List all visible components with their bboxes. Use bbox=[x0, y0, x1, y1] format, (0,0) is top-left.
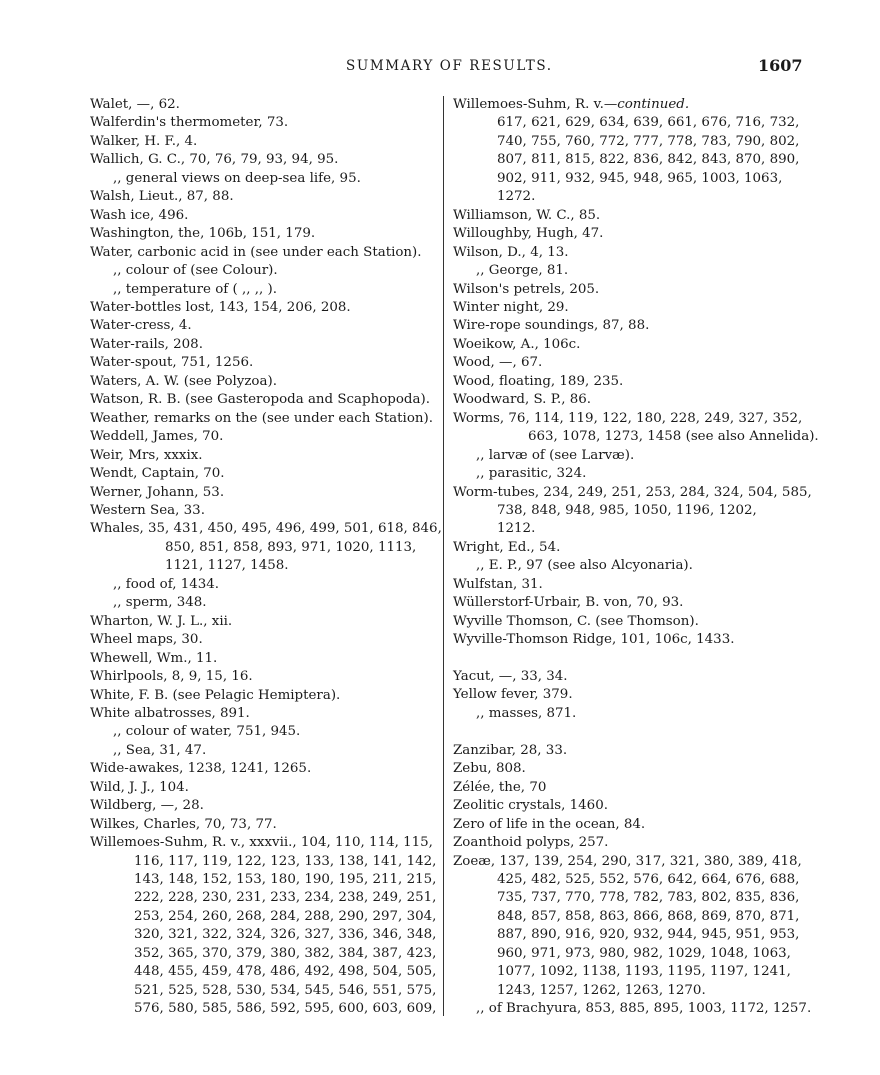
index-subentry: ,, colour of (see Colour). bbox=[113, 263, 278, 279]
index-continuation: 253, 254, 260, 268, 284, 288, 290, 297, 304, bbox=[134, 908, 437, 924]
index-continuation: 740, 755, 760, 772, 777, 778, 783, 790, 802, bbox=[497, 133, 800, 149]
index-entry: Zero of life in the ocean, 84. bbox=[453, 816, 646, 832]
index-entry: Water-spout, 751, 1256. bbox=[90, 355, 254, 371]
index-continuation: 425, 482, 525, 552, 576, 642, 664, 676, 688, bbox=[497, 872, 800, 887]
index-entry: White, F. B. (see Pelagic Hemiptera). bbox=[90, 687, 341, 703]
index-entry-continued-heading bbox=[453, 96, 813, 114]
index-continuation: 352, 365, 370, 379, 380, 382, 384, 387, 423, bbox=[134, 945, 437, 961]
index-entry: Worm-tubes, 234, 249, 251, 253, 284, 324, 504, 585, bbox=[453, 484, 812, 500]
index-entry: Water-bottles lost, 143, 154, 206, 208. bbox=[90, 299, 351, 315]
page-header bbox=[0, 56, 880, 80]
index-continuation: 222, 228, 230, 231, 233, 234, 238, 249, 251, bbox=[134, 890, 437, 906]
index-entry: Wide-awakes, 1238, 1241, 1265. bbox=[90, 761, 312, 777]
index-entry: Zanzibar, 28, 33. bbox=[453, 742, 568, 758]
index-entry: Water, carbonic acid in (see under each Station). bbox=[90, 244, 422, 260]
index-subentry: ,, masses, 871. bbox=[476, 705, 577, 721]
index-entry: Woodward, S. P., 86. bbox=[453, 392, 592, 408]
index-continuation: 848, 857, 858, 863, 866, 868, 869, 870, 871, bbox=[497, 908, 800, 924]
index-entry: White albatrosses, 891. bbox=[90, 705, 250, 721]
index-continuation: 1272. bbox=[497, 189, 536, 205]
index-entry: Walet, —, 62. bbox=[90, 97, 180, 112]
entry-name: Willemoes-Suhm, R. v.— bbox=[453, 97, 618, 112]
index-entry: Winter night, 29. bbox=[453, 299, 569, 315]
index-entry: Weddell, James, 70. bbox=[90, 429, 224, 445]
running-title: SUMMARY OF RESULTS. bbox=[346, 58, 553, 74]
index-subentry: ,, E. P., 97 (see also Alcyonaria). bbox=[476, 558, 693, 574]
index-entry: Wilson's petrels, 205. bbox=[453, 281, 600, 297]
index-entry: Wheel maps, 30. bbox=[90, 632, 203, 648]
index-subentry: ,, food of, 1434. bbox=[113, 576, 220, 592]
index-continuation: 735, 737, 770, 778, 782, 783, 802, 835, 836, bbox=[497, 890, 800, 906]
section-gap bbox=[453, 723, 813, 741]
index-continuation: 738, 848, 948, 985, 1050, 1196, 1202, bbox=[497, 502, 757, 518]
index-entry: Wyville Thomson, C. (see Thomson). bbox=[453, 613, 699, 629]
index-subentry: ,, parasitic, 324. bbox=[476, 466, 587, 482]
index-entry: Whales, 35, 431, 450, 495, 496, 499, 501, 618, 846, bbox=[90, 521, 442, 537]
page-number: 1607 bbox=[758, 56, 803, 75]
index-entry: Wire-rope soundings, 87, 88. bbox=[453, 318, 650, 334]
index-entry: Wulfstan, 31. bbox=[453, 576, 543, 592]
index-entry: Whirlpools, 8, 9, 15, 16. bbox=[90, 669, 253, 685]
index-entry: Washington, the, 106b, 151, 179. bbox=[90, 226, 316, 242]
index-entry: Whewell, Wm., 11. bbox=[90, 650, 218, 666]
index-subentry: ,, sperm, 348. bbox=[113, 595, 207, 611]
index-entry: Wild, J. J., 104. bbox=[90, 779, 189, 795]
index-entry: Wüllerstorf-Urbair, B. von, 70, 93. bbox=[453, 595, 684, 611]
index-entry: Wallich, G. C., 70, 76, 79, 93, 94, 95. bbox=[90, 152, 339, 168]
index-continuation: 1212. bbox=[497, 521, 536, 537]
index-subentry: ,, of Brachyura, 853, 885, 895, 1003, 1172, 1257. bbox=[476, 1001, 812, 1017]
index-entry: Wash ice, 496. bbox=[90, 207, 189, 223]
index-entry: Zeolitic crystals, 1460. bbox=[453, 798, 608, 814]
index-continuation: 448, 455, 459, 478, 486, 492, 498, 504, 505, bbox=[134, 964, 437, 980]
index-continuation: 617, 621, 629, 634, 639, 661, 676, 716, 732, bbox=[497, 115, 800, 131]
column-divider bbox=[443, 96, 444, 1016]
index-entry: Zélée, the, 70 bbox=[453, 779, 547, 795]
index-continuation: 807, 811, 815, 822, 836, 842, 843, 870, 890, bbox=[497, 152, 800, 168]
index-continuation: 1121, 1127, 1458. bbox=[165, 558, 289, 574]
index-entry: Willemoes-Suhm, R. v., xxxvii., 104, 110, 114, 115, bbox=[90, 835, 433, 851]
index-entry: Water-cress, 4. bbox=[90, 318, 192, 334]
index-subentry: ,, colour of water, 751, 945. bbox=[113, 724, 301, 740]
index-entry: Wharton, W. J. L., xii. bbox=[90, 613, 233, 629]
index-entry: Wilson, D., 4, 13. bbox=[453, 244, 569, 260]
index-continuation: 902, 911, 932, 945, 948, 965, 1003, 1063, bbox=[497, 170, 783, 186]
section-gap bbox=[453, 650, 813, 668]
index-continuation: 887, 890, 916, 920, 932, 944, 945, 951, 953, bbox=[497, 927, 800, 943]
index-entry: Wood, —, 67. bbox=[453, 355, 543, 371]
index-entry: Weather, remarks on the (see under each Station). bbox=[90, 410, 433, 426]
index-column-right bbox=[453, 96, 819, 1019]
index-entry: Werner, Johann, 53. bbox=[90, 484, 225, 500]
index-subentry: ,, Sea, 31, 47. bbox=[113, 742, 207, 758]
index-entry: Water-rails, 208. bbox=[90, 336, 203, 352]
index-entry: Zoeæ, 137, 139, 254, 290, 317, 321, 380, 389, 418, bbox=[453, 853, 802, 869]
index-entry: Wilkes, Charles, 70, 73, 77. bbox=[90, 816, 277, 832]
index-entry: Western Sea, 33. bbox=[90, 502, 205, 518]
index-continuation: 320, 321, 322, 324, 326, 327, 336, 346, 348, bbox=[134, 927, 437, 943]
index-entry: Wendt, Captain, 70. bbox=[90, 466, 225, 482]
index-entry: Walferdin's thermometer, 73. bbox=[90, 115, 289, 131]
index-entry: Woeikow, A., 106c. bbox=[453, 336, 581, 352]
index-entry: Wood, floating, 189, 235. bbox=[453, 373, 624, 389]
index-entry: Weir, Mrs, xxxix. bbox=[90, 447, 203, 463]
index-entry: Zebu, 808. bbox=[453, 761, 526, 777]
index-entry: Wright, Ed., 54. bbox=[453, 539, 561, 555]
index-entry: Wyville-Thomson Ridge, 101, 106c, 1433. bbox=[453, 632, 735, 648]
index-continuation: 663, 1078, 1273, 1458 (see also Annelida). bbox=[528, 429, 819, 445]
index-entry: Yacut, —, 33, 34. bbox=[453, 669, 568, 685]
index-entry: Willoughby, Hugh, 47. bbox=[453, 226, 604, 242]
index-entry: Zoanthoid polyps, 257. bbox=[453, 835, 609, 851]
index-entry: Williamson, W. C., 85. bbox=[453, 207, 601, 223]
index-entry: Wildberg, —, 28. bbox=[90, 798, 204, 814]
index-continuation: 850, 851, 858, 893, 971, 1020, 1113, bbox=[165, 539, 417, 555]
index-entry: Watson, R. B. (see Gasteropoda and Scaphopoda). bbox=[90, 392, 430, 408]
index-entry: Walker, H. F., 4. bbox=[90, 133, 198, 149]
index-subentry: ,, general views on deep-sea life, 95. bbox=[113, 170, 361, 186]
index-continuation: 576, 580, 585, 586, 592, 595, 600, 603, 609, bbox=[134, 1001, 437, 1017]
index-entry: Walsh, Lieut., 87, 88. bbox=[90, 189, 234, 205]
index-column-left bbox=[90, 96, 442, 1019]
index-continuation: 1243, 1257, 1262, 1263, 1270. bbox=[497, 982, 706, 998]
index-subentry: ,, George, 81. bbox=[476, 263, 569, 279]
index-entry: Waters, A. W. (see Polyzoa). bbox=[90, 373, 277, 389]
index-subentry: ,, larvæ of (see Larvæ). bbox=[476, 447, 635, 463]
index-subentry: ,, temperature of ( ,, ,, ). bbox=[113, 281, 278, 297]
index-entry: Worms, 76, 114, 119, 122, 180, 228, 249, 327, 352, bbox=[453, 410, 803, 426]
index-continuation: 960, 971, 973, 980, 982, 1029, 1048, 1063, bbox=[497, 945, 791, 961]
continued-label: continued. bbox=[617, 97, 690, 112]
index-entry: Yellow fever, 379. bbox=[453, 687, 573, 703]
index-continuation: 521, 525, 528, 530, 534, 545, 546, 551, 575, bbox=[134, 982, 437, 998]
index-continuation: 116, 117, 119, 122, 123, 133, 138, 141, 142, bbox=[134, 853, 437, 869]
index-continuation: 143, 148, 152, 153, 180, 190, 195, 211, 215, bbox=[134, 872, 437, 888]
index-continuation: 1077, 1092, 1138, 1193, 1195, 1197, 1241, bbox=[497, 964, 791, 980]
